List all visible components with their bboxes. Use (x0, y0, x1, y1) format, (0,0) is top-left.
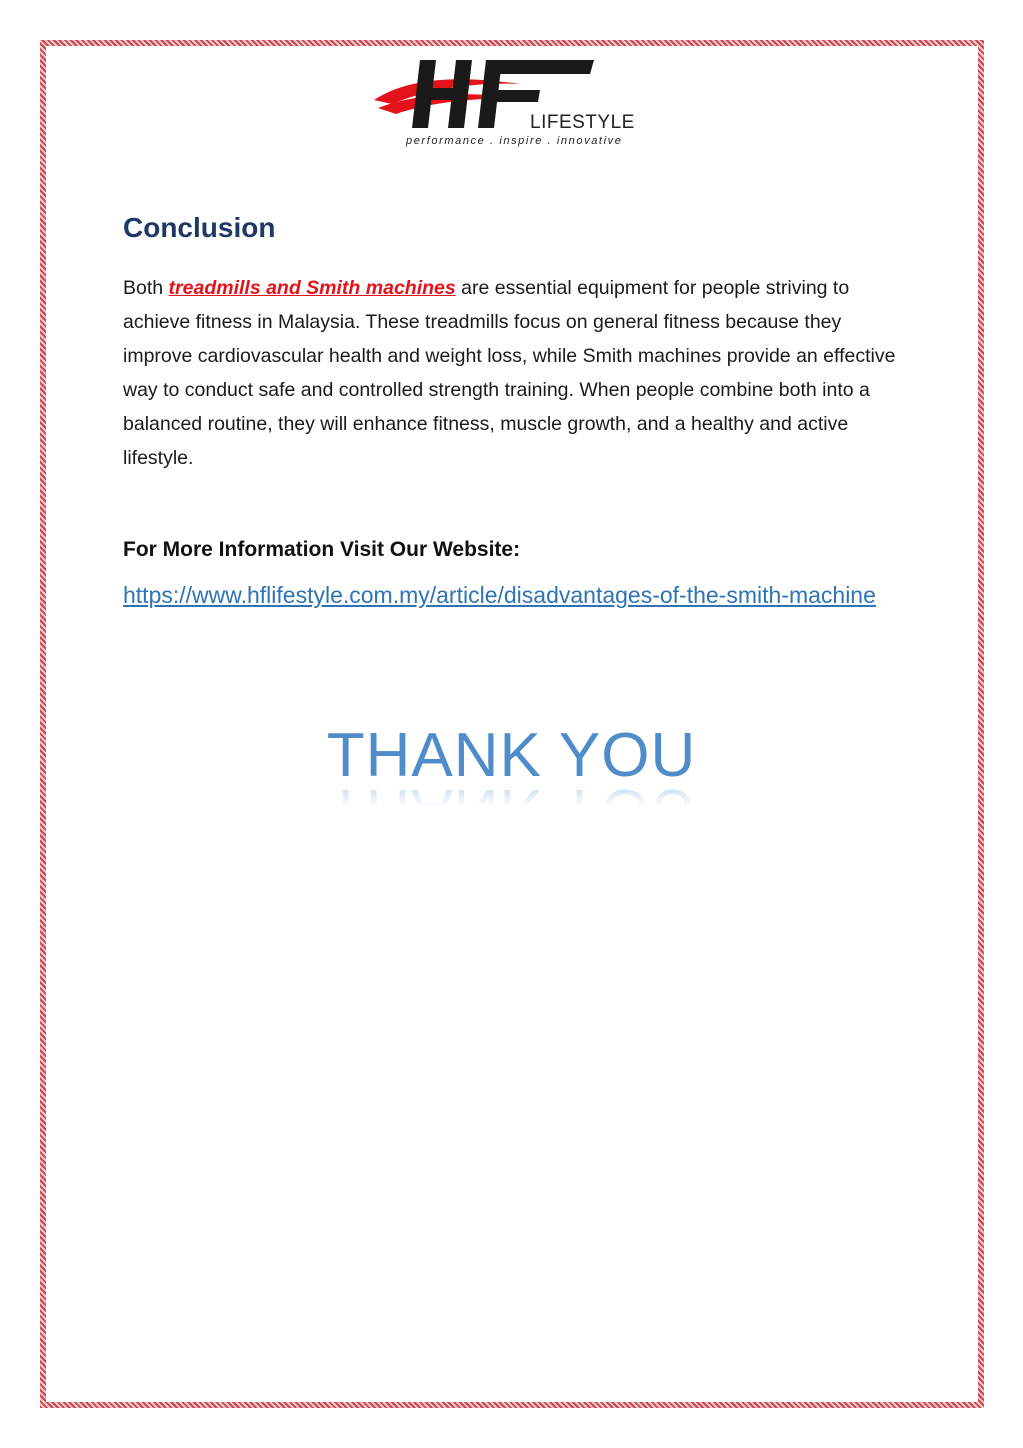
paragraph-intro: Both (123, 277, 169, 299)
section-heading: Conclusion (123, 212, 276, 243)
more-info-label: For More Information Visit Our Website: (123, 538, 521, 561)
paragraph-rest: are essential equipment for people striving to achieve fitness in Malaysia. These treadmills focus on general fitness because they improve cardiovascular health and weight loss, while Smith machines provide an effective way to conduct safe and controlled strength training. When people combine both into a balanced routine, they will enhance fitness, muscle growth, and a healthy and active lifestyle. (123, 277, 896, 469)
thank-you-text: THANK YOU (326, 721, 697, 790)
logo-wordmark: LIFESTYLE (530, 112, 635, 133)
website-link[interactable]: https://www.hflifestyle.com.my/article/disadvantages-of-the-smith-machine (123, 582, 876, 608)
hf-lifestyle-logo (370, 58, 635, 150)
logo-tagline: performance . inspire . innovative (406, 135, 623, 147)
treadmills-smith-link[interactable]: treadmills and Smith machines (168, 277, 456, 299)
conclusion-paragraph (123, 271, 913, 475)
